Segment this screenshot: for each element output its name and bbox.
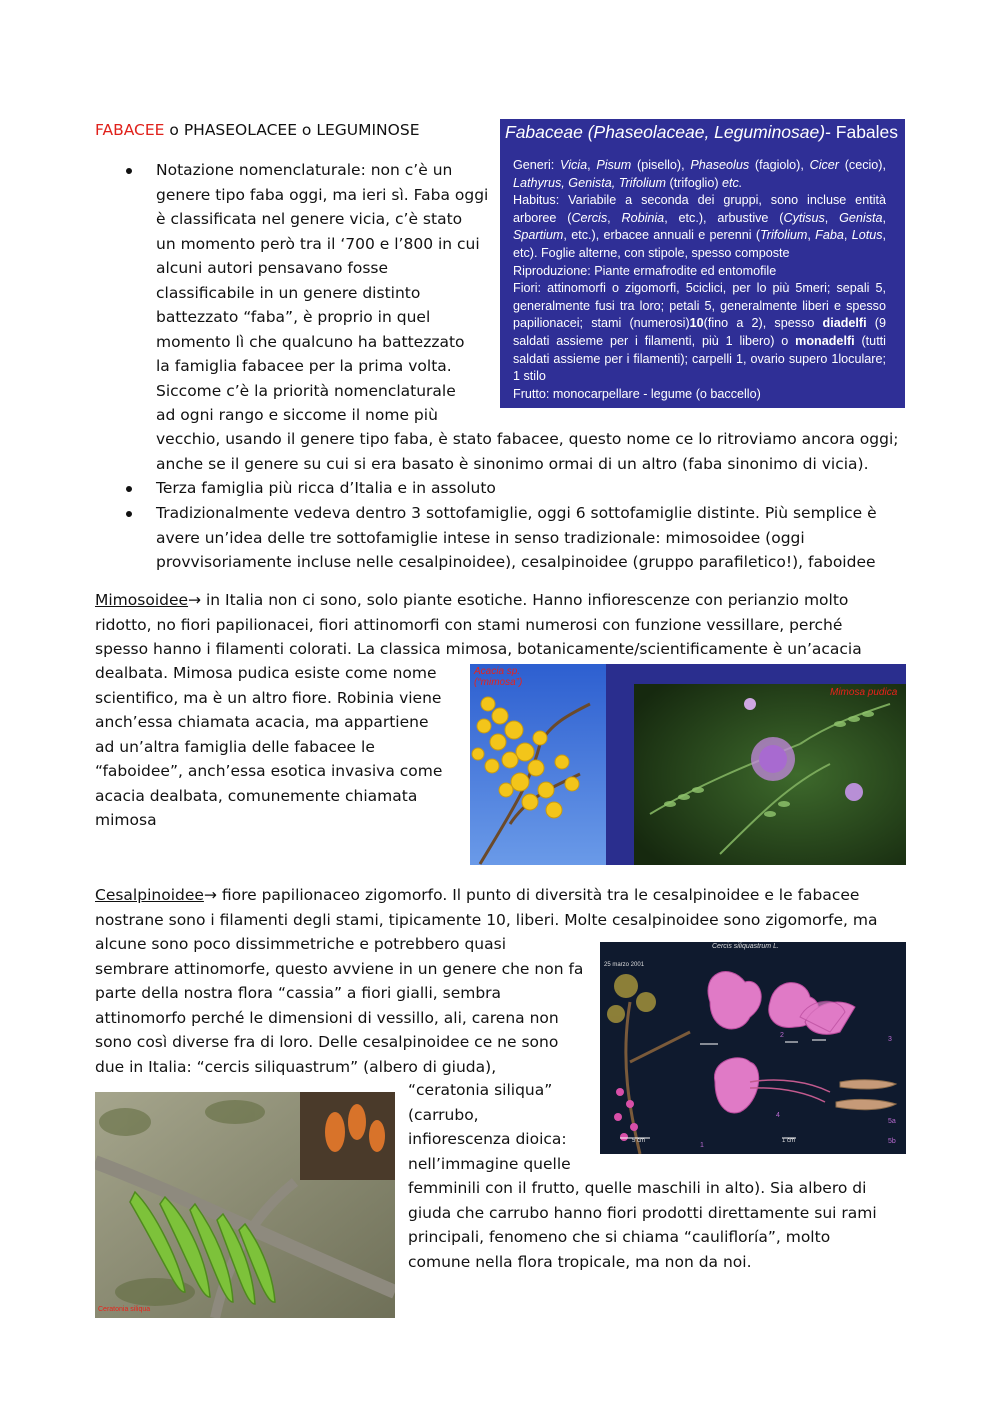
arrow-icon: →: [203, 886, 217, 904]
t: etc.: [722, 175, 743, 190]
text-line: battezzato “faba”, è proprio in quel: [156, 308, 431, 326]
t: Cicer: [809, 158, 839, 172]
text-line: nell’immagine quelle: [408, 1154, 571, 1173]
info-generi: [513, 157, 886, 192]
t: (cecio),: [838, 158, 886, 172]
text-line: sembrare attinomorfe, questo avviene in un genere che non fa: [95, 959, 584, 978]
text-line: Siccome c’è la priorità nomenclaturale: [156, 381, 456, 400]
t: Phaseolus: [690, 158, 750, 172]
arrow-icon: →: [188, 591, 202, 609]
bullet-nomenclature-wide: [156, 427, 916, 476]
t: ,: [607, 210, 622, 225]
bullet-subfamilies: [156, 501, 916, 575]
t: Acacia sp.: [474, 666, 521, 677]
text-line: ad ogni rango e siccome il nome più: [156, 406, 438, 424]
text-line: mimosa: [95, 811, 157, 829]
cesalpinoidee-term: Cesalpinoidee: [95, 886, 204, 904]
text-line: femminili con il frutto, quelle maschili in alto). Sia albero di: [408, 1179, 867, 1197]
text-line: ridotto, no fiori papilionacei, fiori attinomorfi con stami numerosi con funzione vessillare, perché: [95, 615, 843, 634]
t: Cercis: [571, 210, 608, 225]
text-line: dealbata. Mimosa pudica esiste come nome: [95, 664, 437, 682]
t: fiore papilionaceo zigomorfo. Il punto di diversità tra le cesalpinoidee e le fabacee: [216, 886, 860, 904]
text-line: momento lì che qualcuno ha battezzato: [156, 332, 465, 351]
t: ,: [882, 210, 887, 225]
bullet-nomenclature-narrow: [156, 158, 496, 428]
cercis-num-5a: 5a: [888, 1118, 896, 1125]
text-line: un momento però tra il ‘700 e l’800 in cui: [156, 234, 480, 253]
t: Genista: [839, 210, 883, 225]
bullet-dot: [126, 511, 132, 517]
t: (pisello),: [631, 158, 691, 172]
info-box-title: [505, 122, 898, 143]
text-line: Tradizionalmente vedeva dentro 3 sottofamiglie, oggi 6 sottofamiglie distinte. Più semplice è: [156, 504, 877, 522]
t: Pisum: [596, 158, 632, 172]
cesalpinoidee-paragraph-mid: [95, 932, 595, 1079]
mimosoidee-paragraph-narrow: [95, 661, 465, 833]
cercis-plate-art: [600, 942, 906, 1154]
text-line: attinomorfo perché le dimensioni di vessillo, ali, carena non: [95, 1008, 559, 1027]
cesalpinoidee-paragraph-wide: [95, 883, 915, 932]
text-line: provvisoriamente incluse nelle cesalpinoidee), cesalpinoidee (gruppo parafiletico!), faboidee: [156, 553, 876, 571]
ceratonia-siliqua-photo: [95, 1092, 395, 1318]
t: Fiori: attinomorfi o zigomorfi, 5ciclici, per lo più 5meri; sepali 5, generalmente fusi tra loro; petali 5, generalmente liberi e spesso papilionacei; stami (numerosi): [513, 281, 886, 331]
t: ,: [843, 228, 852, 243]
text-line: vecchio, usando il genere tipo faba, è stato fabacee, questo nome ce lo ritroviamo ancora oggi;: [156, 430, 899, 448]
text-line: principali, fenomeno che si chiama “caulifloría”, molto: [408, 1228, 831, 1246]
t: Faba: [815, 228, 844, 243]
t: (“mimosa”): [474, 677, 523, 688]
text-line: due in Italia: “cercis siliquastrum” (albero di giuda),: [95, 1057, 497, 1076]
t: monadelfi: [795, 333, 855, 348]
cercis-num-3: 3: [888, 1036, 892, 1043]
t: Cytisus: [783, 210, 825, 225]
carob-photo-art: [95, 1092, 395, 1318]
text-line: giuda che carrubo hanno fiori prodotti direttamente sui rami: [408, 1203, 877, 1222]
text-line: [95, 883, 915, 908]
cercis-plate-date: 25 marzo 2001: [604, 962, 645, 968]
fabaceae-info-box: [500, 119, 905, 408]
text-line: anch’essa chiamata acacia, ma appartiene: [95, 713, 429, 731]
text-line: comune nella flora tropicale, ma non da noi.: [408, 1252, 752, 1271]
info-fiori: [513, 280, 886, 386]
cercis-scale-1cm: 1 cm: [782, 1138, 796, 1144]
text-line: “ceratonia siliqua”: [408, 1081, 553, 1099]
text-line: sono così diverse fra di loro. Delle cesalpinoidee ce ne sono: [95, 1033, 559, 1051]
t: (fino a 2), spesso: [703, 316, 823, 331]
t: Vicia: [560, 158, 588, 172]
cercis-plate-title: Cercis siliquastrum L.: [712, 943, 779, 950]
text-line: ad un’altra famiglia delle fabacee le: [95, 737, 375, 756]
cesalpinoidee-paragraph-narrow: [408, 1078, 598, 1176]
cesalpinoidee-paragraph-final: [408, 1176, 908, 1274]
bullet-dot: [126, 168, 132, 174]
text-line: avere un’idea delle tre sottofamiglie intese in senso tradizionale: mimosoidee (oggi: [156, 528, 805, 547]
t: Habitus: Variabile a seconda dei gruppi, sono incluse entità arboree (: [513, 193, 886, 225]
cercis-num-5b: 5b: [888, 1138, 896, 1145]
t: (trifoglio): [666, 175, 723, 190]
cercis-siliquastrum-plate: [600, 942, 906, 1154]
t: diadelfi: [822, 316, 867, 331]
mimosoidee-term: Mimosoidee: [95, 591, 189, 609]
text-line: spesso hanno i filamenti colorati. La classica mimosa, botanicamente/scientificamente è un’acacia: [95, 640, 862, 658]
text-line: “faboidee”, anch’essa esotica invasiva come: [95, 762, 443, 780]
t: ,: [807, 228, 816, 243]
t: ,: [587, 158, 597, 172]
mimosa-photo: [470, 664, 906, 865]
t: Lotus: [851, 228, 883, 243]
info-frutto: Frutto: monocarpellare - legume (o baccello): [513, 386, 761, 401]
t: , etc). Foglie alterne, con stipole, spesso composte: [513, 228, 886, 260]
t: Trifolium: [760, 228, 808, 243]
text-line: parte della nostra flora “cassia” a fiori gialli, sembra: [95, 984, 502, 1002]
text-line: anche se il genere su cui si era basato è sinonimo ormai di un altro (faba sinonimo di vicia).: [156, 454, 869, 473]
text-line: alcune sono poco dissimmetriche e potrebbero quasi: [95, 935, 507, 953]
text-line: nostrane sono i filamenti degli stami, tipicamente 10, liberi. Molte cesalpinoidee sono zigomorfe, ma: [95, 910, 878, 929]
bullet-third-family: Terza famiglia più ricca d’Italia e in assoluto: [156, 479, 496, 497]
info-title-italic: Fabaceae (Phaseolaceae, Leguminosae): [505, 122, 826, 142]
t: Robinia: [621, 210, 665, 225]
text-line: alcuni autori pensavano fosse: [156, 259, 389, 277]
carob-label: Ceratonia siliqua: [98, 1306, 151, 1313]
text-line: [95, 588, 915, 613]
t: in Italia non ci sono, solo piante esotiche. Hanno infiorescenze con perianzio molto: [201, 591, 849, 609]
info-box-body: [513, 157, 886, 403]
cercis-scale-5cm: 5 cm: [632, 1138, 646, 1144]
text-line: la famiglia fabacee per la prima volta.: [156, 357, 452, 375]
t: 10: [689, 316, 704, 331]
text-line: acacia dealbata, comunemente chiamata: [95, 786, 418, 805]
info-habitus: [513, 192, 886, 262]
heading-family-rest: o PHASEOLACEE o LEGUMINOSE: [164, 121, 420, 139]
text-line: scientifico, ma è un altro fiore. Robinia viene: [95, 688, 442, 707]
t: Spartium: [513, 228, 564, 243]
t: (tutti saldati assieme per i filamenti); carpelli 1, ovario supero 1loculare; 1 stilo: [513, 333, 886, 384]
text-line: è classificata nel genere vicia, c’è stato: [156, 210, 463, 228]
t: (fagiolo),: [749, 158, 810, 172]
text-line: genere tipo faba oggi, ma ieri sì. Faba oggi: [156, 185, 489, 204]
t: , etc.), arbustive (: [664, 210, 784, 225]
text-line: infiorescenza dioica:: [408, 1130, 567, 1148]
cercis-num-1: 1: [700, 1142, 704, 1149]
cercis-num-2: 2: [780, 1032, 784, 1039]
t: Generi:: [513, 158, 561, 172]
text-line: (carrubo,: [408, 1105, 479, 1124]
t: (9 saldati assieme per i filamenti, più 1 libero) o: [513, 316, 886, 348]
mimosoidee-paragraph-wide: [95, 588, 915, 662]
info-title-rest: - Fabales: [825, 122, 899, 142]
bullet-dot: [126, 486, 132, 492]
text-line: classificabile in un genere distinto: [156, 283, 421, 302]
cercis-num-4: 4: [776, 1112, 780, 1119]
text-line: Notazione nomenclaturale: non c’è un: [156, 161, 453, 179]
heading-family-red: FABACEE: [95, 121, 165, 139]
t: Lathyrus, Genista, Trifolium: [513, 175, 667, 190]
info-riproduzione: Riproduzione: Piante ermafrodite ed entomofile: [513, 263, 777, 278]
t: , etc.), erbacee annuali e perenni (: [563, 228, 761, 243]
t: ,: [824, 210, 840, 225]
page-heading: [95, 118, 420, 143]
acacia-label: [474, 666, 522, 688]
mimosa-pudica-label: Mimosa pudica: [830, 687, 898, 698]
